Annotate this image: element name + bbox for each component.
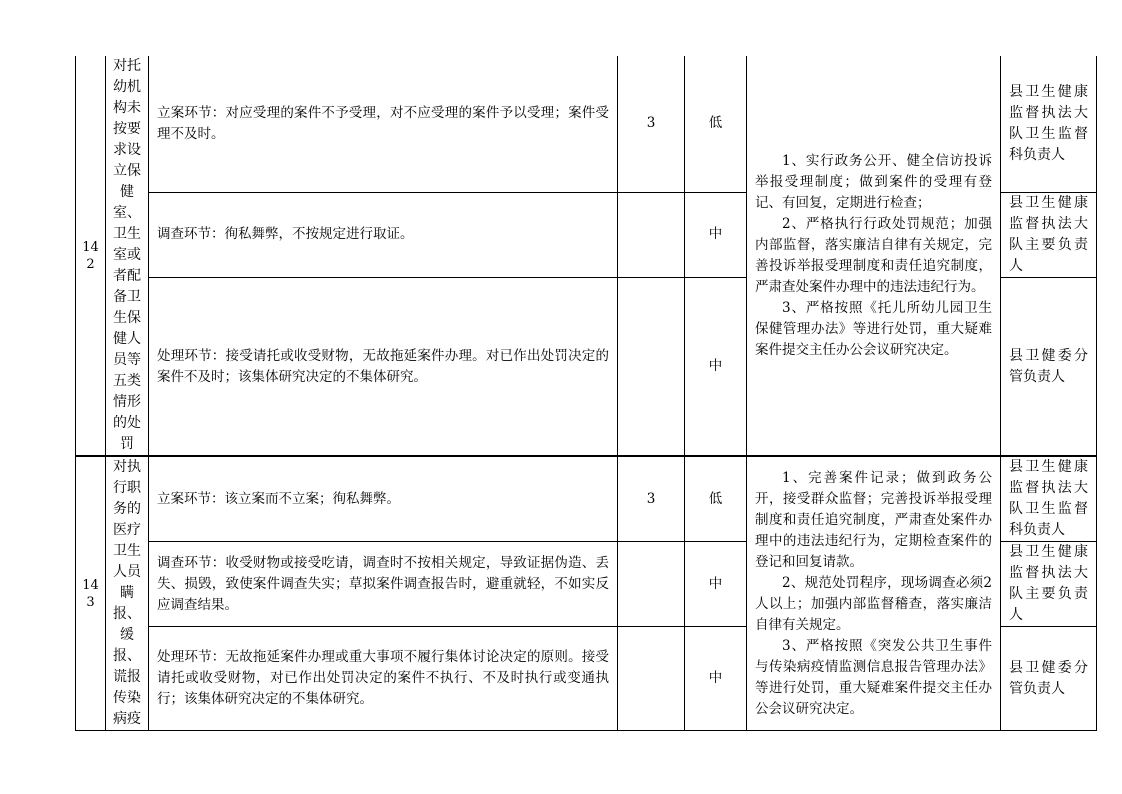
responsible-person: 县卫生健康监督执法大队卫生监督科负责人 — [1001, 56, 1097, 192]
item-category: 对托幼机构未按要求设立保健室、卫生室或者配备卫生保健人员等五类情形的处罚 — [106, 56, 149, 456]
stage-description: 立案环节：对应受理的案件不予受理，对不应受理的案件予以受理；案件受理不及时。 — [149, 56, 618, 192]
stage-description: 调查环节：收受财物或接受吃请，调查时不按相关规定，导致证据伪造、丢失、损毁，致使案件调查失实；草拟案件调查报告时，避重就轻，不如实反应调查结果。 — [149, 542, 618, 627]
risk-level: 中 — [685, 627, 747, 731]
risk-score — [618, 192, 685, 277]
risk-level: 低 — [685, 456, 747, 542]
risk-score — [618, 627, 685, 731]
measure-item: 2、严格执行行政处罚规范；加强内部监督，落实廉洁自律有关规定，完善投诉举报受理制度和责任追究制度，严肃查处案件办理中的违法违纪行为。 — [755, 215, 992, 295]
risk-level: 中 — [685, 278, 747, 456]
responsible-person: 县卫生健康监督执法大队主要负责人 — [1001, 542, 1097, 627]
risk-score — [618, 278, 685, 456]
measure-item: 1、完善案件记录；做到政务公开，接受群众监督；完善投诉举报受理制度和责任追究制度，严肃查处案件办理中的违法违纪行为，定期检查案件的登记和回复请款。 — [755, 469, 992, 570]
stage-description: 立案环节：该立案而不立案；徇私舞弊。 — [149, 456, 618, 542]
risk-level: 中 — [685, 542, 747, 627]
responsible-person: 县卫健委分管负责人 — [1001, 278, 1097, 456]
measure-item: 2、规范处罚程序，现场调查必须2人以上；加强内部监督稽查，落实廉洁自律有关规定。 — [755, 574, 992, 633]
item-category: 对执行职务的医疗卫生人员瞒报、缓报、谎报传染病疫 — [106, 456, 149, 731]
item-number: 142 — [76, 56, 106, 456]
responsible-person: 县卫生健康监督执法大队主要负责人 — [1001, 192, 1097, 277]
measure-item: 3、严格按照《托儿所幼儿园卫生保健管理办法》等进行处罚，重大疑难案件提交主任办公会议研究决定。 — [755, 299, 992, 358]
stage-description: 处理环节：无故拖延案件办理或重大事项不履行集体讨论决定的原则。接受请托或收受财物，对已作出处罚决定的案件不执行、不及时执行或变通执行；该集体研究决定的不集体研究。 — [149, 627, 618, 731]
risk-level: 中 — [685, 192, 747, 277]
prevention-measures — [747, 56, 1001, 456]
responsible-person: 县卫生健康监督执法大队卫生监督科负责人 — [1001, 456, 1097, 542]
risk-score — [618, 542, 685, 627]
measure-item: 1、实行政务公开、健全信访投诉举报受理制度；做到案件的受理有登记、有回复，定期进行检查； — [755, 152, 992, 211]
risk-score: 3 — [618, 56, 685, 192]
table-row — [76, 56, 1097, 192]
stage-description: 处理环节：接受请托或收受财物，无故拖延案件办理。对已作出处罚决定的案件不及时；该集体研究决定的不集体研究。 — [149, 278, 618, 456]
measure-item: 3、严格按照《突发公共卫生事件与传染病疫情监测信息报告管理办法》等进行处罚，重大疑难案件提交主任办公会议研究决定。 — [755, 637, 992, 717]
risk-score: 3 — [618, 456, 685, 542]
table-row — [76, 456, 1097, 542]
risk-table — [75, 56, 1097, 731]
item-number: 143 — [76, 456, 106, 731]
prevention-measures — [747, 456, 1001, 731]
stage-description: 调查环节：徇私舞弊，不按规定进行取证。 — [149, 192, 618, 277]
responsible-person: 县卫健委分管负责人 — [1001, 627, 1097, 731]
risk-level: 低 — [685, 56, 747, 192]
